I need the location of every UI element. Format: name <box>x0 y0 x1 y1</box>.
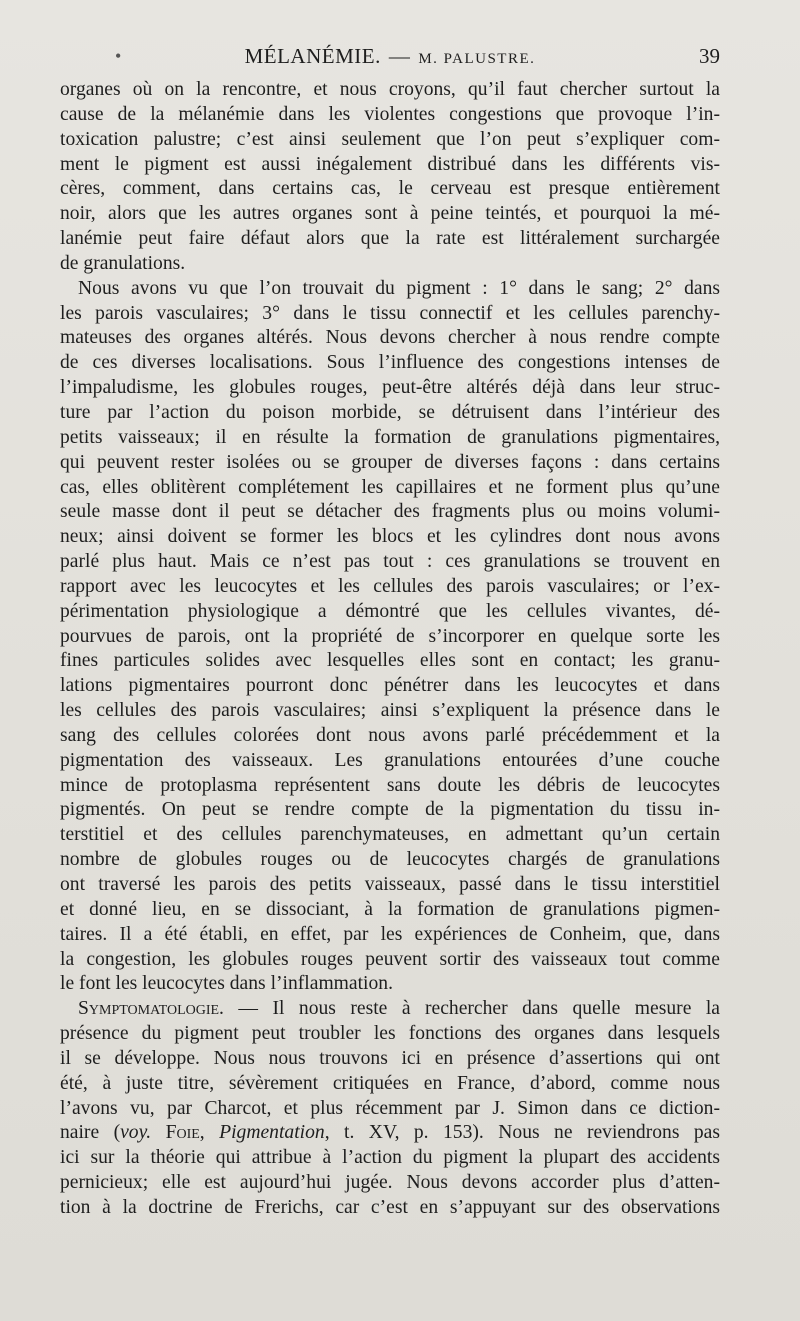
text-line: taires. Il a été établi, en effet, par les expériences de Conheim, que, dans <box>60 923 720 945</box>
running-head <box>60 38 720 74</box>
text-line: les parois vasculaires; 3° dans le tissu connectif et les cellules parenchy- <box>60 302 720 324</box>
printer-dot: • <box>115 46 122 66</box>
text-line: l’impaludisme, les globules rouges, peut-être altérés déjà dans leur struc- <box>60 377 720 399</box>
text-line: qui peuvent rester isolées ou se grouper de diverses façons : dans certains <box>60 451 720 473</box>
text-line: périmentation physiologique a démontré que les cellules vivantes, dé- <box>60 600 720 622</box>
text-line: il se développe. Nous nous trouvons ici en présence d’assertions qui ont <box>60 1047 720 1069</box>
text-line: été, à juste titre, sévèrement critiquées en France, d’abord, comme nous <box>60 1072 720 1094</box>
text-line: ici sur la théorie qui attribue à l’action du pigment la plupart des accidents <box>60 1147 720 1169</box>
text-line: seule masse dont il peut se détacher des fragments plus ou moins volumi- <box>60 501 720 523</box>
text-line: le font les leucocytes dans l’inflammation. <box>60 973 393 995</box>
text-line: pigmentés. On peut se rendre compte de la pigmentation du tissu in- <box>60 799 720 821</box>
text-line: présence du pigment peut troubler les fonctions des organes dans lesquels <box>60 1023 720 1045</box>
text-line: les cellules des parois vasculaires; ainsi s’expliquent la présence dans le <box>60 700 720 722</box>
text-line: toxication palustre; c’est ainsi seulement que l’on peut s’expliquer com- <box>60 128 720 150</box>
section-heading-rest: — Il nous reste à rechercher dans quelle mesure la <box>223 998 720 1020</box>
body-text <box>60 78 720 1221</box>
text-line: parlé plus haut. Mais ce n’est pas tout : ces granulations se trouvent en <box>60 551 720 573</box>
text-line: rapport avec les leucocytes et les cellules des parois vasculaires; or l’ex- <box>60 575 720 597</box>
ref-text-before: naire ( <box>60 1122 121 1144</box>
text-line: cères, comment, dans certains cas, le cerveau est presque entièrement <box>60 178 720 200</box>
ref-foie: Foie <box>165 1122 200 1144</box>
running-title-author: M. PALUSTRE. <box>418 51 536 67</box>
text-line: pernicieux; elle est aujourd’hui jugée. Nous devons accorder plus d’atten- <box>60 1172 720 1194</box>
text-line: ment le pigment est aussi inégalement distribué dans les différents vis- <box>60 153 720 175</box>
page-number: 39 <box>699 44 720 68</box>
text-line: mince de protoplasma représentent sans doute les débris de leucocytes <box>60 774 720 796</box>
text-line: organes où on la rencontre, et nous croyons, qu’il faut chercher surtout la <box>60 79 720 100</box>
text-line: neux; ainsi doivent se former les blocs et les cylindres dont nous avons <box>60 526 720 548</box>
text-line: de granulations. <box>60 252 186 274</box>
running-title-text: MÉLANÉMIE. <box>244 44 381 68</box>
text-line: l’avons vu, par Charcot, et plus récemment par J. Simon dans ce diction- <box>60 1097 720 1119</box>
text-line: cas, elles oblitèrent complétement les capillaires et ne forment plus qu’une <box>60 476 720 498</box>
text-line: et donné lieu, en se dissociant, à la formation de granulations pigmen- <box>60 898 720 920</box>
text-line: de ces diverses localisations. Sous l’influence des congestions intenses de <box>60 352 720 374</box>
ref-pigmentation: Pigmentation <box>219 1122 325 1144</box>
text-line: mateuses des organes altérés. Nous devons chercher à nous rendre compte <box>60 327 720 349</box>
text-line: pigmentation des vaisseaux. Les granulations entourées d’une couche <box>60 749 720 771</box>
text-line: Nous avons vu que l’on trouvait du pigment : 1° dans le sang; 2° dans <box>78 277 720 299</box>
text-line: sang des cellules colorées dont nous avons parlé précédemment et la <box>60 724 720 746</box>
reference-line <box>60 1121 720 1146</box>
running-title <box>60 44 720 69</box>
text-line: ont traversé les parois des petits vaisseaux, passé dans le tissu interstitiel <box>60 874 720 895</box>
text-line: tion à la doctrine de Frerichs, car c’est en s’appuyant sur des observations <box>60 1196 720 1218</box>
text-line: terstitiel et des cellules parenchymateuses, en admettant qu’un certain <box>60 824 720 846</box>
text-line: ture par l’action du poison morbide, se détruisent dans l’intérieur des <box>60 401 720 423</box>
text-line: noir, alors que les autres organes sont à peine teintés, et pourquoi la mé- <box>60 203 720 225</box>
section-heading-line <box>60 997 720 1022</box>
text-line: petits vaisseaux; il en résulte la formation de granulations pigmentaires, <box>60 426 720 448</box>
text-line: la congestion, les globules rouges peuvent sortir des vaisseaux tout comme <box>60 948 720 970</box>
ref-voy: voy. <box>120 1122 152 1144</box>
text-line: lanémie peut faire défaut alors que la rate est littéralement surchargée <box>60 228 720 250</box>
section-heading: Symptomatologie. <box>78 998 224 1020</box>
ref-comma: , <box>199 1122 220 1144</box>
paragraph-block-2 <box>60 1022 720 1121</box>
text-line: cause de la mélanémie dans les violentes congestions que provoque l’in- <box>60 103 720 125</box>
text-line: nombre de globules rouges ou de leucocytes chargés de granulations <box>60 849 720 871</box>
ref-text-after: , t. XV, p. 153). Nous ne reviendrons pas <box>324 1122 720 1144</box>
paragraph-block-1 <box>60 78 720 997</box>
paragraph-block-3 <box>60 1146 720 1221</box>
text-line: fines particules solides avec lesquelles elles sont en contact; les granu- <box>60 650 720 672</box>
running-title-dash: — <box>388 44 411 68</box>
text-line: lations pigmentaires pourront donc pénétrer dans les leucocytes et dans <box>60 675 720 697</box>
text-line: pourvues de parois, ont la propriété de s’incorporer en quelque sorte les <box>60 625 720 647</box>
